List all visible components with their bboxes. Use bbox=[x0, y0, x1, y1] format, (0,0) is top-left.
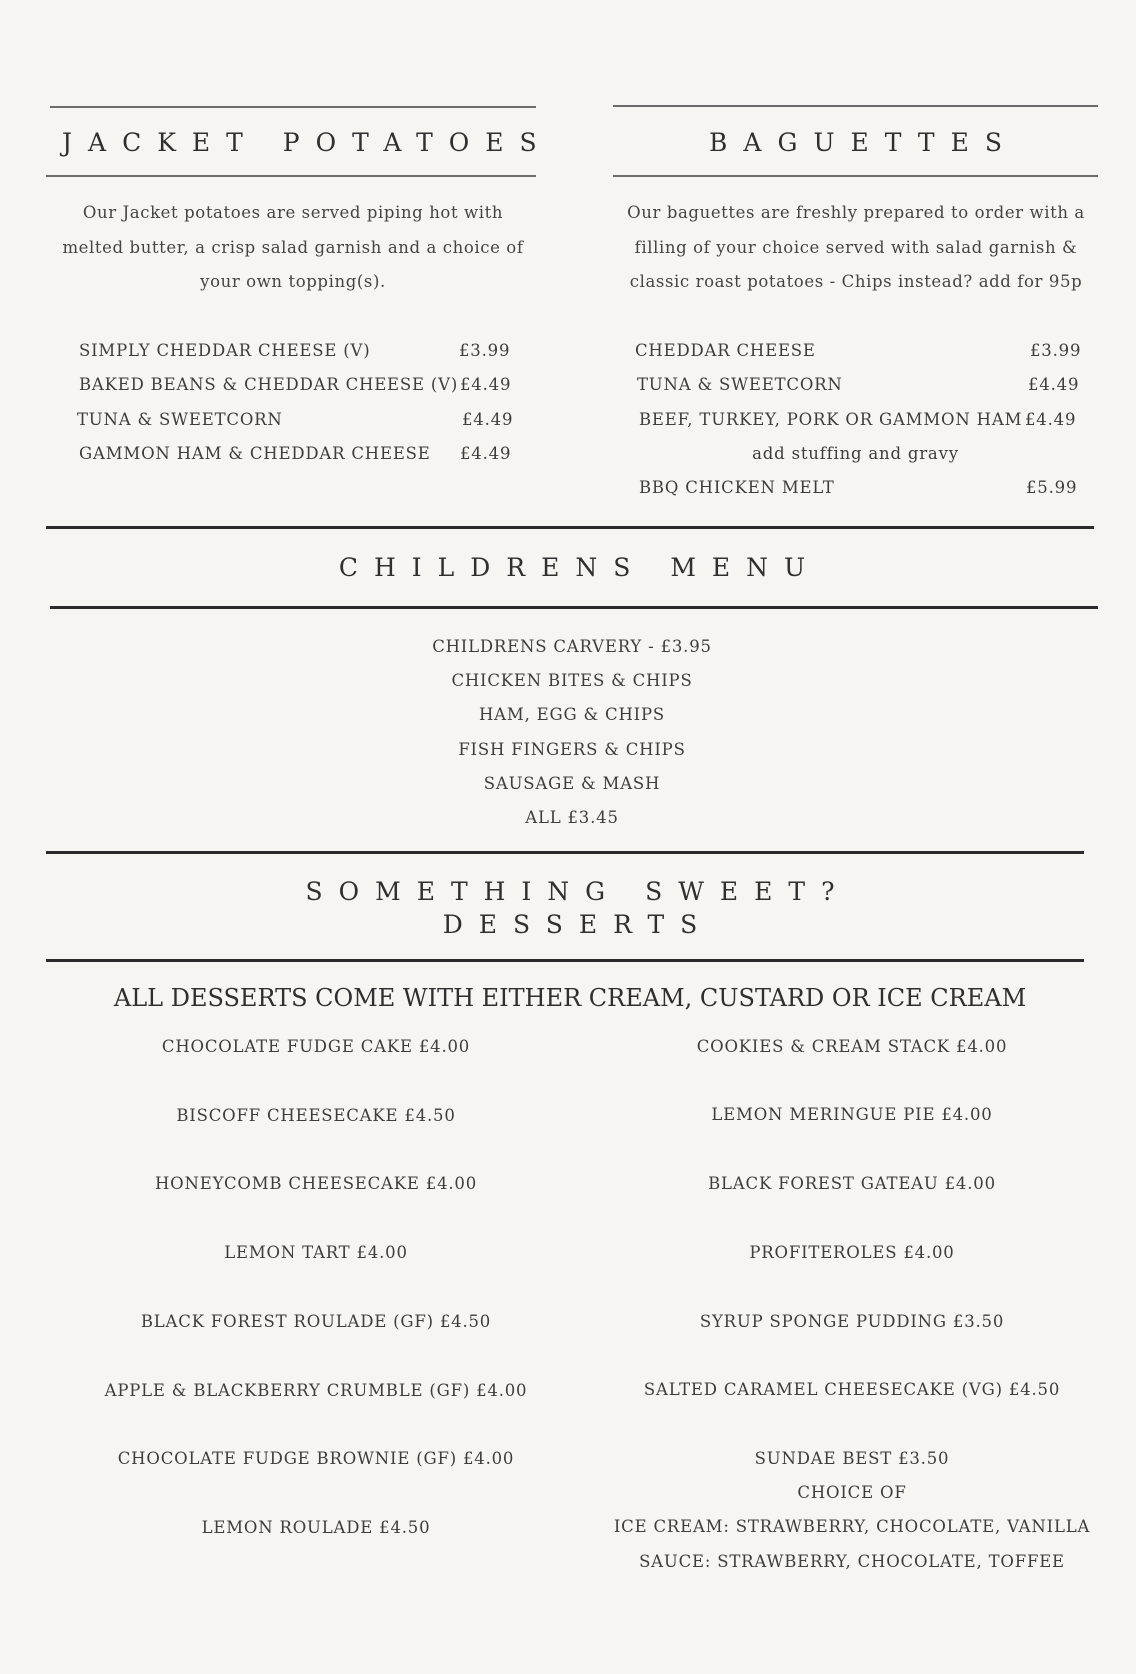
dessert-item: APPLE & BLACKBERRY CRUMBLE (GF) £4.00 bbox=[104, 1381, 528, 1400]
baguettes-item-name: TUNA & SWEETCORN bbox=[637, 375, 843, 394]
childrens-item: SAUSAGE & MASH bbox=[483, 774, 661, 793]
jacket-heading: JACKET POTATOES bbox=[62, 128, 553, 157]
desserts-bottom-rule bbox=[46, 959, 1084, 962]
jacket-top-rule bbox=[50, 106, 536, 108]
desserts-top-rule bbox=[46, 851, 1084, 854]
dessert-item: BISCOFF CHEESECAKE £4.50 bbox=[176, 1106, 456, 1125]
desserts-heading-line2: DESSERTS bbox=[442, 910, 714, 939]
baguettes-intro bbox=[600, 196, 1112, 300]
dessert-item: CHOCOLATE FUDGE BROWNIE (GF) £4.00 bbox=[117, 1449, 515, 1468]
dessert-item: HONEYCOMB CHEESECAKE £4.00 bbox=[154, 1174, 478, 1193]
childrens-item: ALL £3.45 bbox=[525, 808, 619, 827]
jacket-item-name: BAKED BEANS & CHEDDAR CHEESE (V) bbox=[79, 375, 459, 394]
childrens-item: CHICKEN BITES & CHIPS bbox=[451, 671, 693, 690]
dessert-item: COOKIES & CREAM STACK £4.00 bbox=[696, 1037, 1008, 1056]
baguettes-intro-line: Our baguettes are freshly prepared to order with a bbox=[627, 203, 1085, 222]
baguettes-note: add stuffing and gravy bbox=[752, 444, 959, 463]
baguettes-top-rule bbox=[613, 105, 1098, 107]
childrens-item: HAM, EGG & CHIPS bbox=[478, 705, 665, 724]
dessert-item: LEMON MERINGUE PIE £4.00 bbox=[711, 1105, 993, 1124]
baguettes-item-price: £5.99 bbox=[1026, 478, 1078, 497]
baguettes-bottom-rule bbox=[613, 175, 1098, 177]
baguettes-item-name: CHEDDAR CHEESE bbox=[635, 341, 816, 360]
jacket-item-price: £4.49 bbox=[460, 444, 512, 463]
dessert-item: SUNDAE BEST £3.50 bbox=[754, 1449, 950, 1468]
jacket-intro-line: your own topping(s). bbox=[200, 272, 386, 291]
dessert-item: LEMON ROULADE £4.50 bbox=[201, 1518, 431, 1537]
dessert-item: LEMON TART £4.00 bbox=[224, 1243, 408, 1262]
childrens-item: CHILDRENS CARVERY - £3.95 bbox=[432, 637, 712, 656]
desserts-heading-line1: SOMETHING SWEET? bbox=[305, 877, 851, 906]
baguettes-item-price: £3.99 bbox=[1030, 341, 1082, 360]
childrens-top-rule bbox=[46, 526, 1094, 529]
childrens-item: FISH FINGERS & CHIPS bbox=[458, 740, 686, 759]
sundae-ice-cream-options: ICE CREAM: STRAWBERRY, CHOCOLATE, VANILLA bbox=[613, 1517, 1091, 1536]
baguettes-intro-line: filling of your choice served with salad garnish & bbox=[634, 237, 1078, 257]
baguettes-intro-line: classic roast potatoes - Chips instead? add for 95p bbox=[629, 272, 1083, 291]
jacket-item-price: £4.49 bbox=[460, 375, 512, 394]
desserts-banner: ALL DESSERTS COME WITH EITHER CREAM, CUSTARD OR ICE CREAM bbox=[113, 984, 1027, 1012]
jacket-intro-line: Our Jacket potatoes are served piping hot with bbox=[82, 203, 504, 222]
baguettes-item-price: £4.49 bbox=[1025, 410, 1077, 429]
childrens-heading: CHILDRENS MENU bbox=[338, 553, 822, 582]
baguettes-item-name: BBQ CHICKEN MELT bbox=[639, 478, 835, 497]
jacket-item-name: GAMMON HAM & CHEDDAR CHEESE bbox=[79, 444, 431, 463]
jacket-item-price: £3.99 bbox=[459, 341, 511, 360]
sundae-sauce-options: SAUCE: STRAWBERRY, CHOCOLATE, TOFFEE bbox=[639, 1552, 1065, 1571]
sundae-choice-label: CHOICE OF bbox=[797, 1483, 907, 1502]
dessert-item: BLACK FOREST GATEAU £4.00 bbox=[708, 1174, 996, 1193]
jacket-item-name: TUNA & SWEETCORN bbox=[77, 410, 283, 429]
baguettes-heading: BAGUETTES bbox=[709, 128, 1018, 157]
jacket-item-price: £4.49 bbox=[462, 410, 514, 429]
jacket-bottom-rule bbox=[46, 175, 536, 177]
jacket-item-name: SIMPLY CHEDDAR CHEESE (V) bbox=[79, 341, 371, 360]
dessert-item: CHOCOLATE FUDGE CAKE £4.00 bbox=[161, 1037, 471, 1056]
baguettes-item-name: BEEF, TURKEY, PORK OR GAMMON HAM bbox=[639, 410, 1023, 429]
jacket-intro bbox=[40, 196, 546, 300]
dessert-item: PROFITEROLES £4.00 bbox=[749, 1243, 955, 1262]
dessert-item: SYRUP SPONGE PUDDING £3.50 bbox=[699, 1312, 1005, 1331]
baguettes-item-price: £4.49 bbox=[1028, 375, 1080, 394]
dessert-item: BLACK FOREST ROULADE (GF) £4.50 bbox=[140, 1312, 492, 1331]
childrens-bottom-rule bbox=[50, 606, 1098, 609]
jacket-intro-line: melted butter, a crisp salad garnish and a choice of bbox=[62, 237, 524, 257]
dessert-item: SALTED CARAMEL CHEESECAKE (VG) £4.50 bbox=[643, 1380, 1061, 1399]
